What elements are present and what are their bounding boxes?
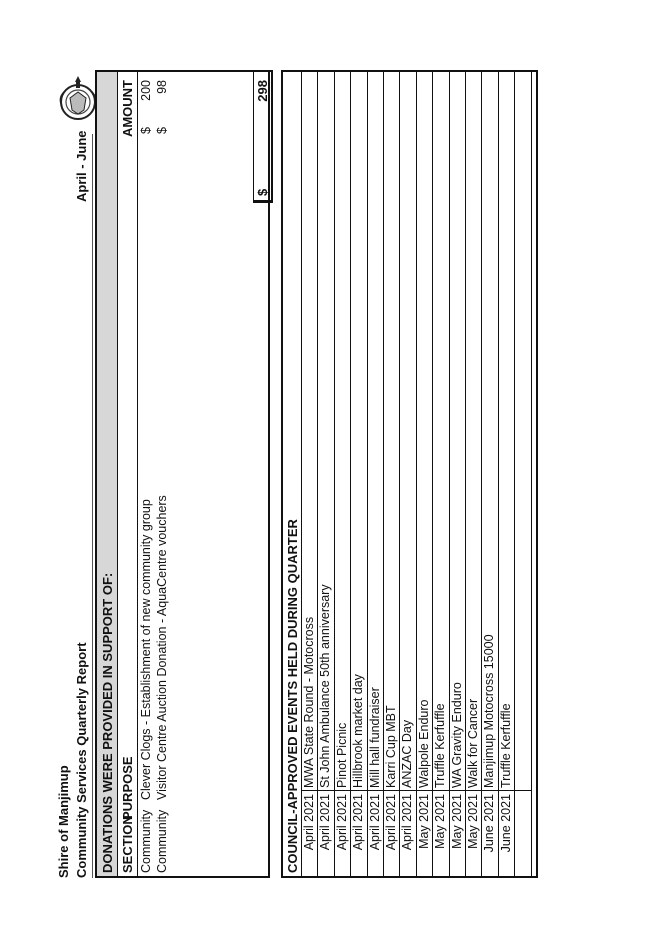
- event-row: [499, 72, 515, 876]
- events-table: [281, 70, 538, 878]
- event-date: April 2021: [335, 790, 350, 876]
- event-date: April 2021: [302, 790, 317, 876]
- donations-column-headers: [118, 72, 138, 876]
- donation-amount: 98: [155, 80, 169, 94]
- event-name: WA Gravity Enduro: [449, 682, 464, 788]
- donation-amount: 200: [139, 80, 153, 101]
- event-name: Truffle Kerfuffle: [498, 703, 513, 788]
- total-currency: $: [255, 188, 270, 196]
- event-date: June 2021: [499, 790, 514, 876]
- donation-currency: $: [139, 127, 153, 134]
- event-date: April 2021: [351, 790, 366, 876]
- event-row: [384, 72, 400, 876]
- event-name: Walk for Cancer: [466, 698, 480, 788]
- event-name: Mill hall fundraiser: [367, 687, 382, 788]
- event-date: June 2021: [482, 790, 497, 876]
- event-row: [482, 72, 498, 876]
- event-name: Walpole Enduro: [416, 699, 431, 788]
- event-name: Manjimup Motocross 15000: [482, 634, 497, 788]
- report-title: Community Services Quarterly Report: [74, 642, 89, 878]
- events-heading: COUNCIL-APPROVED EVENTS HELD DURING QUARTER: [283, 72, 302, 876]
- event-date: April 2021: [368, 790, 383, 876]
- event-date: April 2021: [318, 790, 333, 876]
- header-rule: [92, 134, 93, 878]
- event-name: Truffle Kerfuffle: [433, 703, 448, 788]
- total-spacer: [253, 202, 273, 262]
- event-date: May 2021: [466, 790, 481, 876]
- donation-section: Community: [139, 809, 153, 873]
- event-name: Hillbrook market day: [351, 674, 366, 788]
- event-row: [335, 72, 351, 876]
- organisation-name: Shire of Manjimup: [56, 765, 71, 878]
- donation-currency: $: [155, 127, 169, 134]
- event-date: May 2021: [433, 790, 448, 876]
- event-row: [318, 72, 334, 876]
- event-date: May 2021: [450, 790, 465, 876]
- donations-table: [95, 70, 270, 878]
- event-name: St John Ambulance 50th anniversary: [318, 584, 333, 788]
- total-box: [253, 70, 273, 202]
- event-date: May 2021: [417, 790, 432, 876]
- donations-heading: DONATIONS WERE PROVIDED IN SUPPORT OF:: [97, 72, 118, 876]
- event-date: April 2021: [400, 790, 415, 876]
- event-row: [351, 72, 367, 876]
- donations-total: [253, 70, 273, 262]
- event-name: ANZAC Day: [400, 719, 415, 788]
- event-date: [515, 790, 530, 876]
- donation-purpose: Visitor Centre Auction Donation - AquaCentre vouchers: [155, 495, 169, 800]
- column-amount: AMOUNT: [120, 80, 135, 138]
- event-row: [368, 72, 384, 876]
- column-section: SECTION: [120, 815, 135, 873]
- event-name: Pinot Picnic: [334, 722, 349, 788]
- donation-row: [154, 72, 170, 876]
- event-row: [515, 72, 531, 876]
- event-row: [400, 72, 416, 876]
- event-row: [466, 72, 482, 876]
- event-row: [433, 72, 449, 876]
- event-row: [450, 72, 466, 876]
- report-period: April - June: [74, 130, 89, 202]
- total-amount: 298: [255, 80, 270, 102]
- event-row: [417, 72, 433, 876]
- event-name: MWA State Round - Motocross: [302, 616, 316, 788]
- event-name: Karri Cup MBT: [384, 705, 398, 788]
- event-row: [302, 72, 318, 876]
- donation-purpose: Clever Clogs - Establishment of new community group: [139, 499, 153, 800]
- column-purpose: PURPOSE: [120, 756, 135, 820]
- event-date: April 2021: [384, 790, 399, 876]
- donation-row: [138, 72, 154, 876]
- donation-section: Community: [155, 809, 169, 873]
